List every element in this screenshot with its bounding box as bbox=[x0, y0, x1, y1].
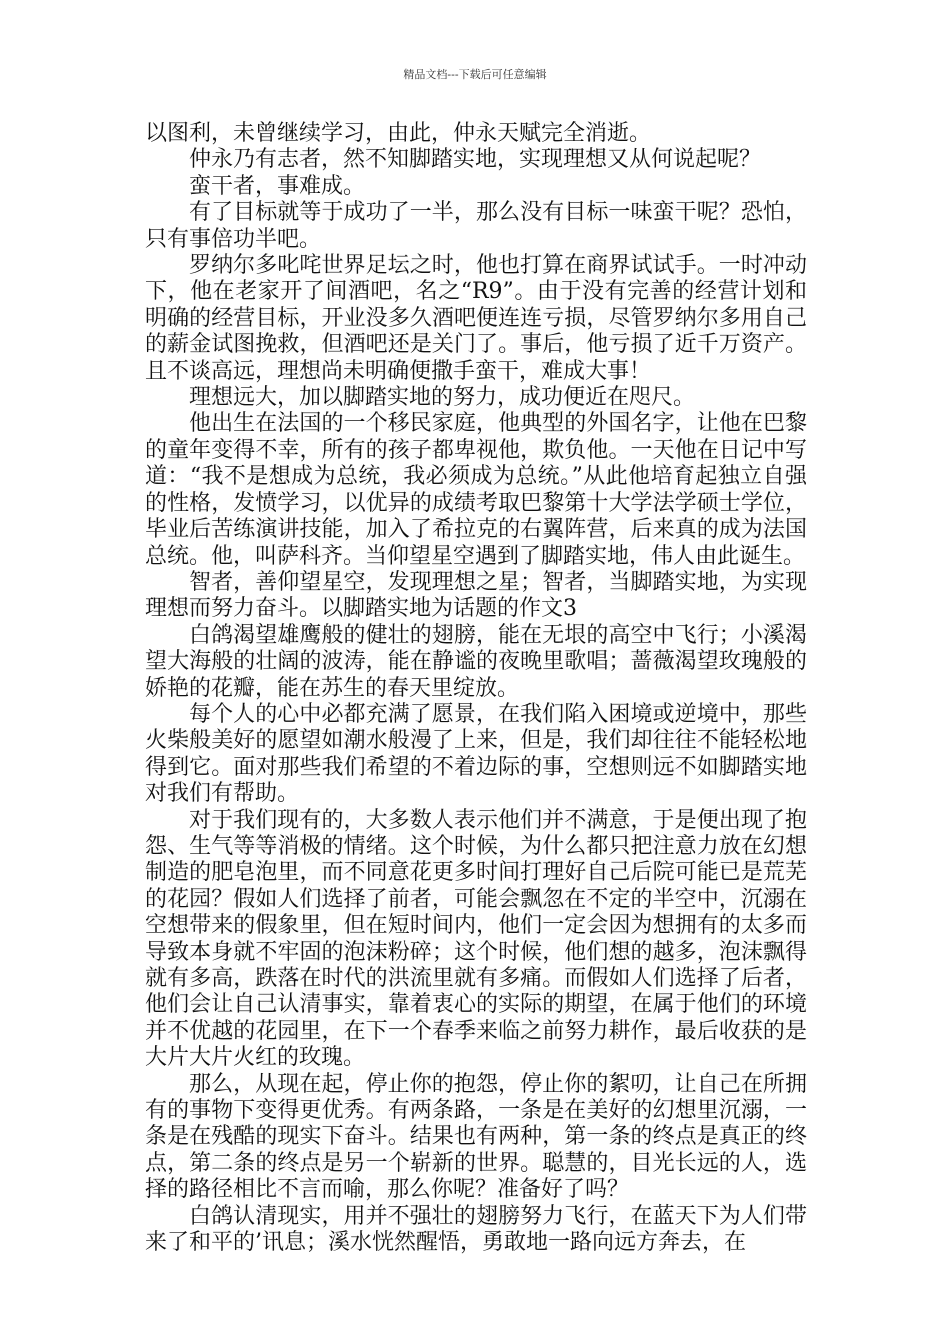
page-header: 精品文档---下载后可任意编辑 bbox=[403, 68, 547, 81]
paragraph-2: 蛮干者，事难成。 bbox=[189, 173, 366, 199]
paragraph-7: 智者，善仰望星空，发现理想之星；智者，当脚踏实地，为实现理想而努力奋斗。以脚踏实地为话题的作文3 bbox=[145, 569, 807, 622]
paragraph-8: 白鸽渴望雄鹰般的健壮的翅膀，能在无垠的高空中飞行；小溪渴望大海般的壮阔的波涛，能在静谧的夜晚里歌唱；蔷薇渴望玫瑰般的娇艳的花瓣，能在苏生的春天里绽放。 bbox=[145, 622, 807, 701]
paragraph-10: 对于我们现有的，大多数人表示他们并不满意，于是便出现了抱怨、生气等等消极的情绪。这个时候，为什么都只把注意力放在幻想制造的肥皂泡里，而不同意花更多时间打理好自己后院可能已是荒芜的花园？假如人们选择了前者，可能会飘忽在不定的半空中，沉溺在空想带来的假象里，但在短时间内，他们一定会因为想拥有的太多而导致本身就不牢固的泡沫粉碎；这个时候，他们想的越多，泡沫飘得就有多高，跌落在时代的洪流里就有多痛。而假如人们选择了后者，他们会让自己认清事实，靠着衷心的实际的期望，在属于他们的环境并不优越的花园里，在下一个春季来临之前努力耕作，最后收获的是大片大片火红的玫瑰。 bbox=[145, 807, 807, 1071]
paragraph-9: 每个人的心中必都充满了愿景，在我们陷入困境或逆境中，那些火柴般美好的愿望如潮水般漫了上来，但是，我们却往往不能轻松地得到它。面对那些我们希望的不着边际的事，空想则远不如脚踏实地对我们有帮助。 bbox=[145, 701, 807, 807]
paragraph-12: 白鸽认清现实，用并不强壮的翅膀努力飞行，在蓝天下为人们带来了和平的’讯息；溪水恍然醒悟，勇敢地一路向远方奔去，在 bbox=[145, 1203, 807, 1256]
paragraph-1: 仲永乃有志者，然不知脚踏实地，实现理想又从何说起呢？ bbox=[189, 147, 762, 173]
paragraph-11: 那么，从现在起，停止你的抱怨，停止你的絮叨，让自己在所拥有的事物下变得更优秀。有两条路，一条是在美好的幻想里沉溺，一条是在残酷的现实下奋斗。结果也有两种，第一条的终点是真正的终点，第二条的终点是另一个崭新的世界。聪慧的，目光长远的人，选择的路径相比不言而喻，那么你呢？准备好了吗？ bbox=[145, 1071, 807, 1203]
paragraph-0: 以图利，未曾继续学习，由此，仲永天赋完全消逝。 bbox=[145, 121, 652, 146]
paragraph-6: 他出生在法国的一个移民家庭，他典型的外国名字，让他在巴黎的童年变得不幸，所有的孩子都卑视他，欺负他。一天他在日记中写道：“我不是想成为总统，我必须成为总统。”从此他培育起独立自强的性格，发愤学习，以优异的成绩考取巴黎第十大学法学硕士学位，毕业后苦练演讲技能，加入了希拉克的右翼阵营，后来真的成为法国总统。他，叫萨科齐。当仰望星空遇到了脚踏实地，伟人由此诞生。 bbox=[145, 411, 807, 569]
paragraph-5: 理想远大，加以脚踏实地的努力，成功便近在咫尺。 bbox=[189, 385, 696, 411]
paragraph-4: 罗纳尔多叱咤世界足坛之时，他也打算在商界试试手。一时冲动下，他在老家开了间酒吧，名之“R9”。由于没有完善的经营计划和明确的经营目标，开业没多久酒吧便连连亏损，尽管罗纳尔多用自己的薪金试图挽救，但酒吧还是关门了。事后，他亏损了近千万资产。且不谈高远，理想尚未明确便撒手蛮干，难成大事！ bbox=[145, 253, 807, 384]
document-body bbox=[145, 121, 807, 1256]
paragraph-3: 有了目标就等于成功了一半，那么没有目标一味蛮干呢？恐怕，只有事倍功半吧。 bbox=[145, 200, 807, 252]
